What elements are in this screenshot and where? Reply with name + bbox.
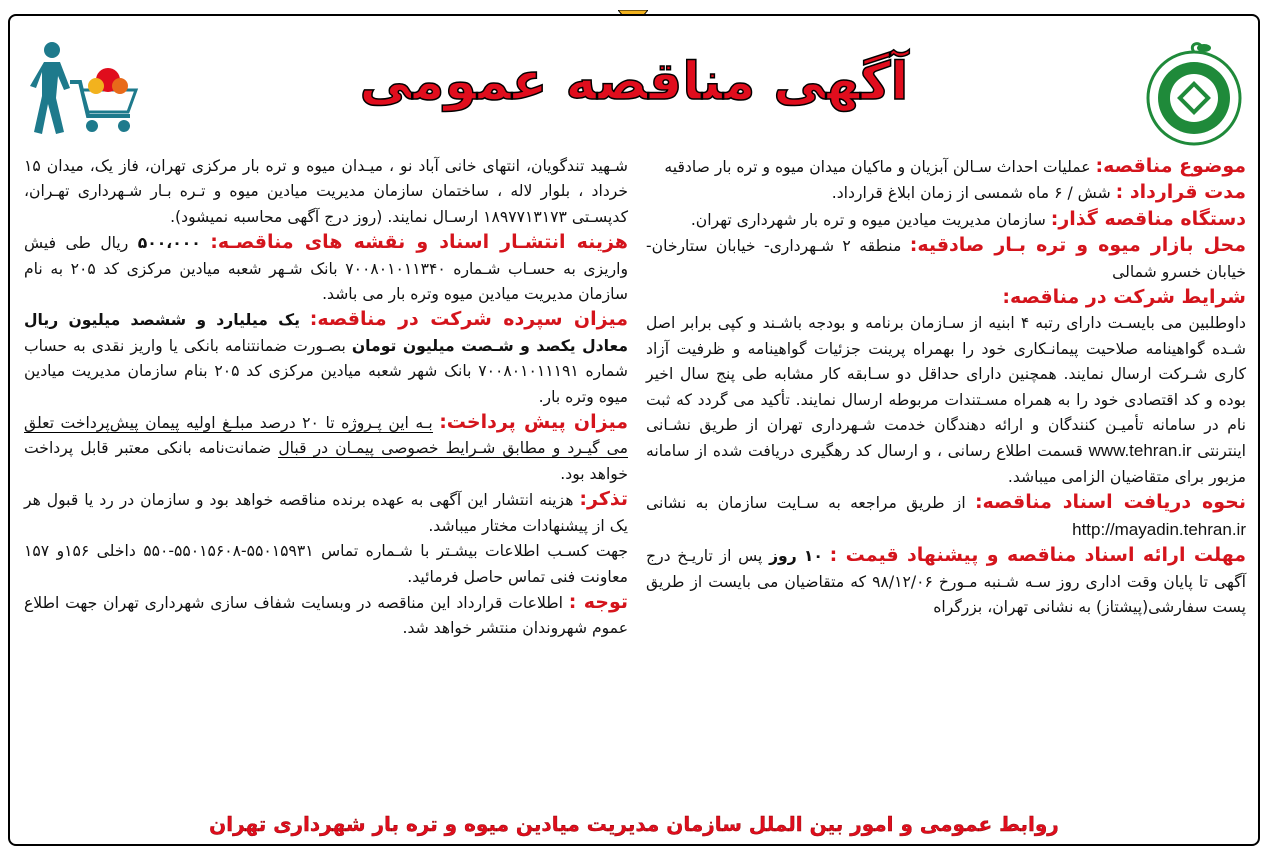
subject-text: عملیات احداث سـالن آبزیان و ماکیان میدان میوه و تره بار صادقیه [664,158,1091,176]
subject-paragraph [646,154,1246,180]
note-text: اطلاعات قرارداد این مناقصه در وبسایت شفاف سازی شهرداری تهران جهت اطلاع عموم شهروندان منتشر خواهد شد. [24,593,628,638]
deadline-label: مهلت ارائه اسناد مناقصه و پیشنهاد قیمت : [829,544,1247,567]
duration-label: مدت قرارداد : [1115,181,1246,204]
prepay-text-underlined: بـه این پـروژه تا ۲۰ درصد مبلـغ اولیه پیمان پیش‌پرداخت تعلق می گیـرد و مطابق شـرایط خصوصی پیمـان در قبال [24,414,628,458]
duration-text: شش / ۶ ماه شمسی از زمان ابلاغ قرارداد. [831,184,1111,203]
receive-paragraph [646,490,1246,543]
receive-label: نحوه دریافت اسناد مناقصه: [974,491,1246,514]
deposit-text: بصـورت ضمانتنامه بانکی یا واریز نقدی به حساب شماره ۷۰۰۸۰۱۰۱۱۱۹۱ بانک شهر شعبه میادین مرکزی کد ۲۰۵ بنام سازمان مدیریت میادین میوه وتره بار. [24,336,628,406]
subject-label: موضوع مناقصه: [1095,155,1246,177]
cost-paragraph [24,230,628,307]
deadline-text: پس از تاریـخ درج آگهی تا پایان وقت اداری روز سـه شـنبه مـورخ ۹۸/۱۲/۰۶ که متقاضیان می بایست از طریق پست سفارشی(پیشتاز) به نشانی تهران، بزرگراه [646,547,1246,616]
deposit-bold: یک میلیارد و ششصد میلیون ریال معادل یکصد و شـصت میلیون تومان [24,311,628,355]
contact-text: جهت کسـب اطلاعات بیشـتر با شـماره تماس ۵۵۰۱۵۹۳۱-۵۵۰۱۵۶۰۸-۵۵۰ داخلی ۱۵۶و ۱۵۷ معاونت فنی تماس حاصل فرمائید. [24,542,628,586]
receive-text: از طریق مراجعه به سـایت سازمان به نشانی [646,494,966,513]
shopping-cart-person-icon [30,36,140,140]
authority-label: دستگاه مناقصه گذار: [1050,207,1246,230]
authority-paragraph [646,207,1246,233]
cost-bold: ۵۰۰،۰۰۰ [137,234,201,253]
conditions-paragraph [646,285,1246,490]
conditions-text-2: قسمت اطلاع رسانی ، و ارسال کد رهگیری دریافت شده از سامانه مزبور برای متقاضیان الزامی میباشد. [646,442,1246,486]
prepay-paragraph [24,410,628,487]
page-title: آگهی مناقصه عمومی [359,52,909,112]
prepay-text: ضمانت‌نامه بانکی معتبر قابل پرداخت خواهد بود. [24,439,628,483]
left-column [24,154,628,642]
reminder-text: هزینه انتشار این آگهی به عهده برنده مناقصه خواهد بود و سازمان در رد یا قبول هر یک از پیشنهادات مختار میباشد. [24,491,628,535]
right-column [646,154,1246,620]
deadline-paragraph [646,543,1246,620]
tehran-website-link[interactable]: www.tehran.ir [1088,441,1192,461]
note-paragraph [24,590,628,642]
note-label: توجه : [568,590,628,613]
header [10,16,1258,156]
location-label: محل بازار میوه و تره بـار صادقیه: [909,234,1246,257]
footer-credit: روابط عمومی و امور بین الملل سازمان مدیریت میادین میوه و تره بار شهرداری تهران [209,812,1059,836]
deposit-label: میزان سپرده شرکت در مناقصه: [309,308,629,331]
reminder-paragraph [24,487,628,539]
address-paragraph [24,154,628,230]
address-text: شـهید تندگویان، انتهای خانی آباد نو ، میـدان میوه و تره بار مرکزی تهران، فاز یک، میدان ۱۵ خرداد ، بلوار لاله ، ساختمان سازمان مدیریت میادین میوه و تـره بـار شـهرداری تهـران، کدپسـتی ۱۸۹۷۷۱۳۱۷۳ ارسـال نمایند. (روز درج آگهی محاسبه نمیشود). [24,157,628,226]
mayadin-website-link[interactable]: http://mayadin.tehran.ir [1072,519,1246,539]
location-paragraph [646,233,1246,285]
contact-paragraph [24,539,628,590]
location-text: منطقه ۲ شـهرداری- خیابان ستارخان- خیابان خسرو شمالی [646,237,1246,281]
conditions-text: داوطلبین می بایسـت دارای رتبه ۴ ابنیه از سـازمان برنامه و بودجه باشـند و کپی برابر اصل شـده گواهینامه صلاحیت پیمانـکاری خود را بهمراه پرینت جزئیات گواهینامه و ظرفیت آزاد کاری شـرکت ارسال نمایند. همچنین دارای حداقل دو سـابقه کار مشابه طی پنج سال اخیر بوده و کد اقتصادی خود را به همراه مسـتندات مربوطه ارسال نمایند. تأکید می گردد که ثبت نام در سامانه تأمیـن کنندگان و ارائه دهندگان خدمت شـهرداری تهران از طریق نشـانی اینترنتی [646,314,1246,461]
prepay-label: میزان پیش پرداخت: [439,411,628,434]
deadline-bold: ۱۰ روز [769,547,823,566]
cost-text: ریال طی فیش واریزی به حسـاب شـماره ۷۰۰۸۰۱۰۱۱۳۴۰ بانک شـهر شعبه میادین مرکزی کد ۲۰۵ به نام سازمان مدیریت میادین میوه وتره بار می باشد. [24,234,628,304]
tehran-fruit-market-logo-icon [1142,38,1246,150]
reminder-label: تذکر: [579,488,628,511]
duration-paragraph [646,180,1246,206]
advertisement-frame [8,14,1260,846]
authority-text: سازمان مدیریت میادین میوه و تره بار شهرداری تهران. [690,210,1046,229]
cost-label: هزینه انتشـار اسناد و نقشه های مناقصـه: [210,231,628,254]
deposit-paragraph [24,307,628,410]
conditions-label: شرایط شرکت در مناقصه: [1002,286,1246,309]
